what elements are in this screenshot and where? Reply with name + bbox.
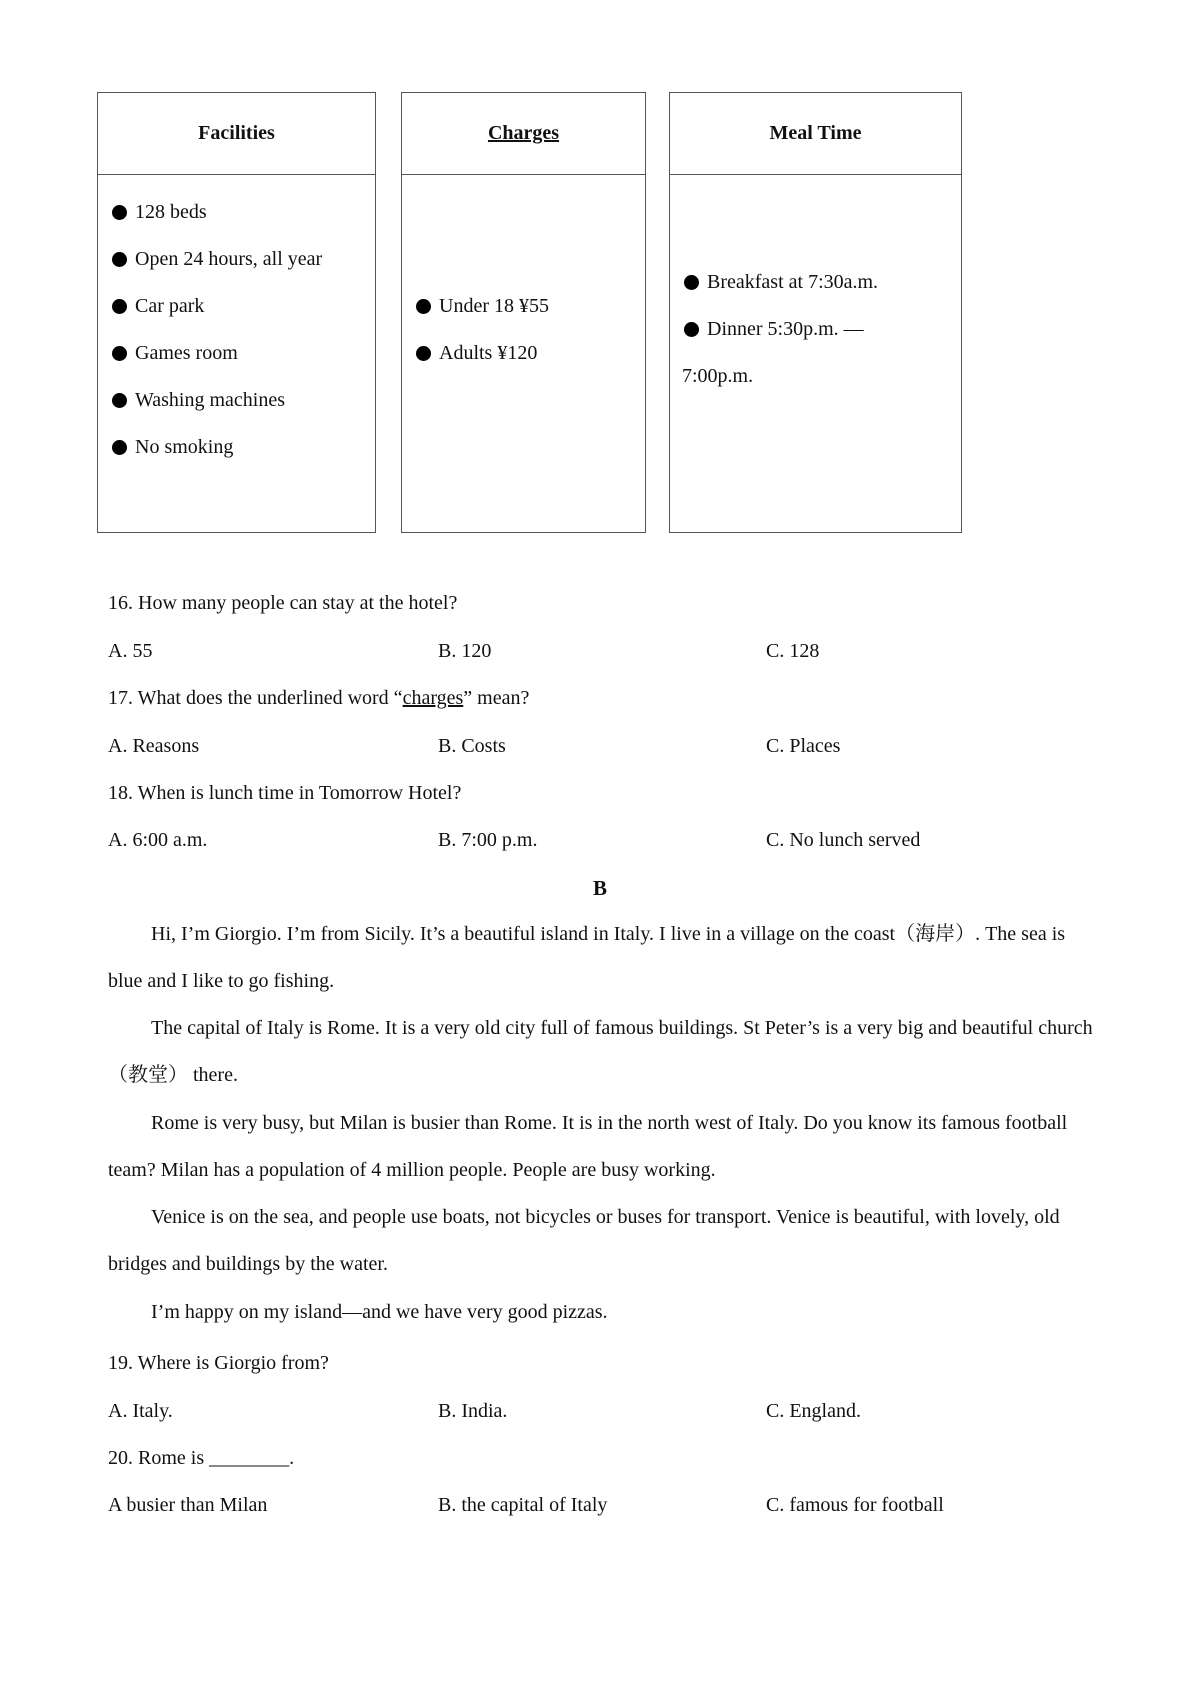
bullet-icon xyxy=(684,322,699,337)
option-17-c: C. Places xyxy=(766,735,841,757)
option-18-c: C. No lunch served xyxy=(766,829,921,851)
option-20-a: A busier than Milan xyxy=(108,1494,268,1516)
list-item: Games room xyxy=(112,330,367,377)
facilities-heading: Facilities xyxy=(98,93,375,175)
list-item: Open 24 hours, all year xyxy=(112,236,367,283)
bullet-icon xyxy=(416,299,431,314)
list-item: Adults ¥120 xyxy=(416,330,637,377)
bullet-icon xyxy=(112,205,127,220)
option-17-a: A. Reasons xyxy=(108,735,200,757)
list-item-continuation: 7:00p.m. xyxy=(682,365,754,387)
passage-paragraph-5: I’m happy on my island—and we have very good pizzas. xyxy=(151,1301,608,1323)
list-item: Breakfast at 7:30a.m. xyxy=(684,259,953,306)
list-item: Car park xyxy=(112,283,367,330)
question-19: 19. Where is Giorgio from? xyxy=(108,1352,329,1374)
passage-paragraph-3: Rome is very busy, but Milan is busier than Rome. It is in the north west of Italy. Do you know its famous football team? Milan has a population of 4 million people. People are busy working. xyxy=(108,1112,1068,1181)
bullet-icon xyxy=(112,299,127,314)
underlined-word: charges xyxy=(402,687,464,709)
option-19-b: B. India. xyxy=(438,1400,508,1422)
option-16-a: A. 55 xyxy=(108,640,153,662)
bullet-icon xyxy=(416,346,431,361)
bullet-icon xyxy=(112,440,127,455)
question-17: 17. What does the underlined word “charges” mean? xyxy=(108,687,530,709)
option-19-c: C. England. xyxy=(766,1400,861,1422)
bullet-icon xyxy=(112,346,127,361)
list-item: Dinner 5:30p.m. — xyxy=(684,306,953,353)
option-20-c: C. famous for football xyxy=(766,1494,944,1516)
option-16-b: B. 120 xyxy=(438,640,492,662)
question-20: 20. Rome is ________. xyxy=(108,1447,295,1469)
option-16-c: C. 128 xyxy=(766,640,820,662)
option-18-b: B. 7:00 p.m. xyxy=(438,829,538,851)
list-item: Washing machines xyxy=(112,377,367,424)
list-item: Under 18 ¥55 xyxy=(416,283,637,330)
charges-box xyxy=(401,92,646,533)
meal-time-list xyxy=(684,259,953,400)
question-16: 16. How many people can stay at the hotel? xyxy=(108,592,458,614)
facilities-box xyxy=(97,92,376,533)
option-18-a: A. 6:00 a.m. xyxy=(108,829,208,851)
bullet-icon xyxy=(112,393,127,408)
option-20-b: B. the capital of Italy xyxy=(438,1494,608,1516)
bullet-icon xyxy=(684,275,699,290)
meal-time-heading: Meal Time xyxy=(670,93,961,175)
meal-time-box xyxy=(669,92,962,533)
charges-list xyxy=(416,283,637,377)
option-19-a: A. Italy. xyxy=(108,1400,173,1422)
passage-paragraph-1: Hi, I’m Giorgio. I’m from Sicily. It’s a beautiful island in Italy. I live in a village on the coast（海岸）. The sea is blue and I like to go fishing. xyxy=(108,923,1066,992)
section-b-label: B xyxy=(592,876,607,900)
passage-paragraph-4: Venice is on the sea, and people use boats, not bicycles or buses for transport. Venice is beautiful, with lovely, old bridges and buildings by the water. xyxy=(108,1206,1060,1275)
list-item: 128 beds xyxy=(112,189,367,236)
question-18: 18. When is lunch time in Tomorrow Hotel? xyxy=(108,782,462,804)
option-17-b: B. Costs xyxy=(438,735,506,757)
bullet-icon xyxy=(112,252,127,267)
facilities-list xyxy=(112,189,367,471)
list-item: No smoking xyxy=(112,424,367,471)
passage-paragraph-2: The capital of Italy is Rome. It is a very old city full of famous buildings. St Peter’s is a very big and beautiful church（教堂） there. xyxy=(108,1017,1093,1086)
charges-heading: Charges xyxy=(402,93,645,175)
